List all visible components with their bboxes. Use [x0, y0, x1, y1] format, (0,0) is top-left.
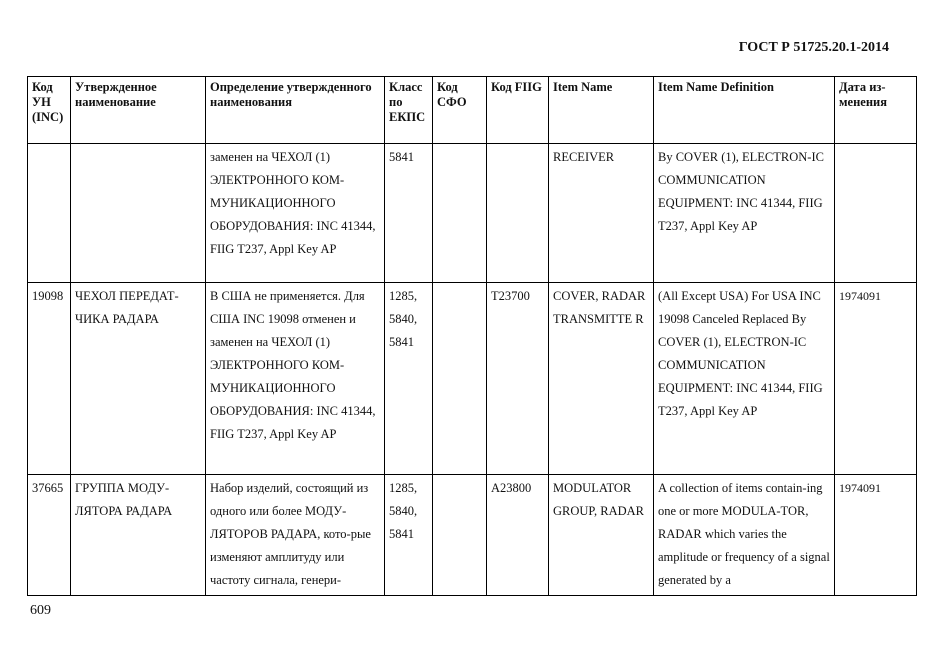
table-header-row — [28, 77, 917, 144]
cell-sfo — [433, 475, 487, 596]
header-class: Класс по ЕКПС — [385, 77, 433, 144]
cell-definition: Набор изделий, состоящий из одного или более МОДУ-ЛЯТОРОВ РАДАРА, кото-рые изменяют амплитуду или частоту сигнала, генери- — [206, 475, 385, 596]
cell-definition: В США не применяется. Для США INC 19098 отменен и заменен на ЧЕХОЛ (1) ЭЛЕКТРОННОГО КОМ-МУНИКАЦИОННОГО ОБОРУДОВАНИЯ: INC 41344, FIIG T237, Appl Key AP — [206, 283, 385, 475]
cell-class: 1285, 5840, 5841 — [385, 283, 433, 475]
cell-sfo — [433, 283, 487, 475]
cell-class: 5841 — [385, 144, 433, 283]
table-row — [28, 144, 917, 283]
page-number: 609 — [30, 603, 51, 618]
cell-change-date: 1974091 — [835, 475, 917, 596]
header-definition: Определение утвержденного наименования — [206, 77, 385, 144]
header-fiig: Код FIIG — [487, 77, 549, 144]
nomenclature-table — [27, 76, 917, 596]
cell-item-name: MODULATOR GROUP, RADAR — [549, 475, 654, 596]
cell-fiig — [487, 144, 549, 283]
header-item-name: Item Name — [549, 77, 654, 144]
cell-item-name-definition: By COVER (1), ELECTRON-IC COMMUNICATION EQUIPMENT: INC 41344, FIIG T237, Appl Key AP — [654, 144, 835, 283]
cell-fiig: A23800 — [487, 475, 549, 596]
cell-definition: заменен на ЧЕХОЛ (1) ЭЛЕКТРОННОГО КОМ-МУНИКАЦИОННОГО ОБОРУДОВАНИЯ: INC 41344, FIIG T237, Appl Key AP — [206, 144, 385, 283]
cell-item-name-definition: (All Except USA) For USA INC 19098 Canceled Replaced By COVER (1), ELECTRON-IC COMMUNICATION EQUIPMENT: INC 41344, FIIG T237, Appl Key AP — [654, 283, 835, 475]
cell-approved-name: ГРУППА МОДУ-ЛЯТОРА РАДАРА — [71, 475, 206, 596]
header-change-date: Дата из-менения — [835, 77, 917, 144]
cell-inc — [28, 144, 71, 283]
header-sfo: Код СФО — [433, 77, 487, 144]
cell-class: 1285, 5840, 5841 — [385, 475, 433, 596]
header-inc: Код УН (INC) — [28, 77, 71, 144]
cell-item-name-definition: A collection of items contain-ing one or more MODULA-TOR, RADAR which varies the amplitude or frequency of a signal generated by a — [654, 475, 835, 596]
cell-sfo — [433, 144, 487, 283]
cell-approved-name: ЧЕХОЛ ПЕРЕДАТ-ЧИКА РАДАРА — [71, 283, 206, 475]
cell-approved-name — [71, 144, 206, 283]
cell-change-date — [835, 144, 917, 283]
header-item-name-definition: Item Name Definition — [654, 77, 835, 144]
cell-item-name: RECEIVER — [549, 144, 654, 283]
cell-fiig: T23700 — [487, 283, 549, 475]
cell-inc: 37665 — [28, 475, 71, 596]
table-row — [28, 283, 917, 475]
document-code: ГОСТ Р 51725.20.1-2014 — [738, 40, 889, 55]
table-row — [28, 475, 917, 596]
cell-item-name: COVER, RADAR TRANSMITTE R — [549, 283, 654, 475]
header-approved-name: Утвержденное наименование — [71, 77, 206, 144]
cell-inc: 19098 — [28, 283, 71, 475]
cell-change-date: 1974091 — [835, 283, 917, 475]
